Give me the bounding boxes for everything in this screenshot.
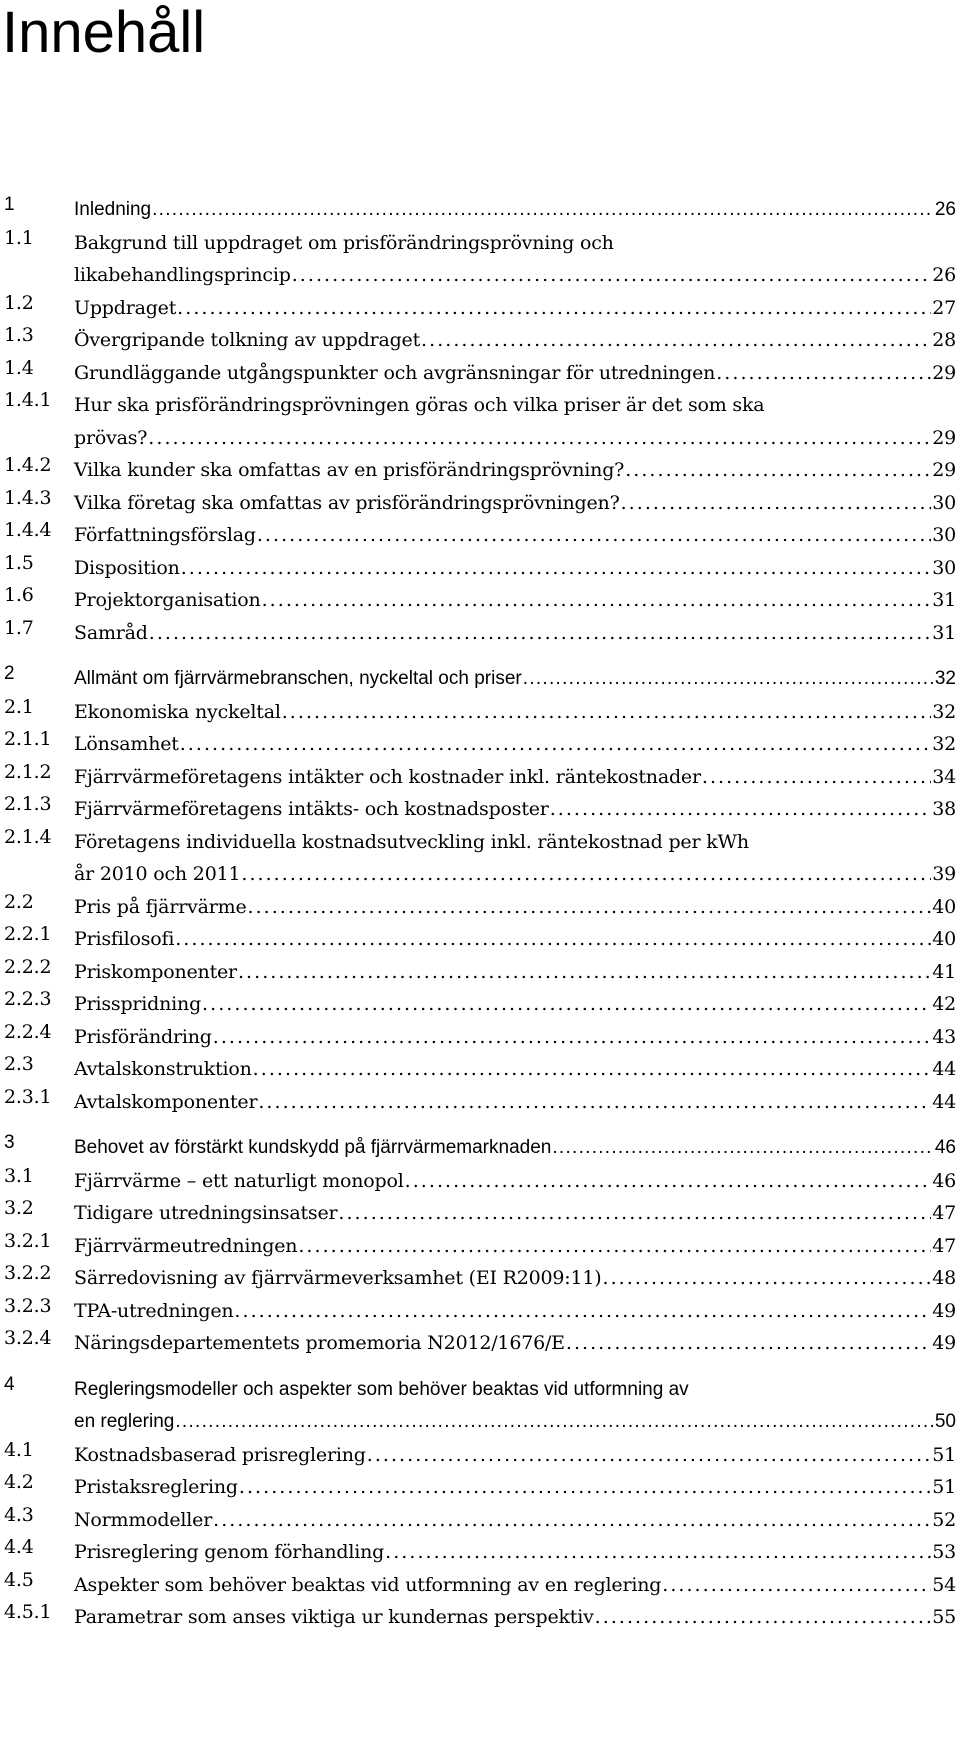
toc-entry-page: 29 (932, 459, 956, 481)
toc-entry-title: Bakgrund till uppdraget om prisförändringsprövning och (74, 231, 614, 254)
toc-entry-page: 49 (932, 1332, 956, 1354)
toc-entry-number: 1.3 (4, 324, 34, 346)
toc-entry-number: 3.2.4 (4, 1327, 52, 1349)
toc-entry-number: 3.2.3 (4, 1294, 52, 1317)
toc-entry[interactable] (0, 487, 956, 520)
toc-entry-title: Pristaksreglering (74, 1476, 238, 1498)
dot-leader (180, 728, 932, 761)
dot-leader (181, 552, 932, 585)
toc-entry-title: Tidigare utredningsinsatser (74, 1202, 338, 1224)
toc-entry-number: 1.1 (4, 226, 34, 249)
toc-entry-page: 47 (932, 1234, 956, 1257)
dot-leader (253, 1053, 932, 1086)
dot-leader (625, 454, 931, 487)
dot-leader (338, 1197, 931, 1230)
toc-entry-title: likabehandlingsprincip (74, 264, 291, 286)
toc-entry-title: prövas? (74, 426, 148, 449)
toc-entry-number: 4 (4, 1373, 15, 1395)
toc-entry-page: 53 (932, 1541, 956, 1563)
toc-entry-page: 32 (932, 700, 956, 723)
dot-leader (282, 696, 932, 729)
toc-entry-title: Fjärrvärme – ett naturligt monopol (74, 1169, 404, 1192)
toc-entry-page: 44 (932, 1058, 956, 1080)
dot-leader (177, 292, 931, 325)
dot-leader (421, 324, 931, 357)
toc-entry[interactable] (0, 1021, 956, 1054)
toc-entry-number: 4.2 (4, 1471, 34, 1493)
toc-entry-page: 43 (932, 1025, 956, 1048)
toc-entry-number: 2.1.2 (4, 760, 52, 783)
toc-entry-title: en reglering (74, 1411, 175, 1432)
toc-entry-number: 2.1.4 (4, 825, 52, 848)
dot-leader (716, 357, 931, 390)
toc-entry-title: Prisspridning (74, 993, 202, 1015)
toc-entry-title: Näringsdepartementets promemoria N2012/1676/E (74, 1332, 565, 1354)
toc-entry-title: Lönsamhet (74, 733, 179, 755)
toc-entry-number: 2.1.3 (4, 793, 52, 815)
toc-entry[interactable] (0, 1053, 956, 1086)
dot-leader (621, 487, 932, 520)
toc-entry-title: Vilka företag ska omfattas av prisförändringsprövningen? (74, 491, 620, 514)
toc-entry-title: Särredovisning av fjärrvärmeverksamhet (EI R2009:11) (74, 1267, 602, 1289)
toc-entry-number: 4.5 (4, 1568, 34, 1591)
dot-leader (152, 194, 934, 227)
toc-entry-number: 1.7 (4, 616, 34, 639)
toc-entry-title: Aspekter som behöver beaktas vid utformning av en reglering (74, 1573, 662, 1596)
toc-entry-title: Projektorganisation (74, 589, 261, 611)
toc-entry[interactable] (0, 1295, 956, 1328)
toc-entry[interactable] (0, 826, 956, 891)
toc-entry-page: 40 (932, 895, 956, 918)
toc-entry-page: 34 (932, 765, 956, 788)
toc-entry[interactable] (0, 1086, 956, 1119)
dot-leader (566, 1327, 931, 1360)
toc-entry[interactable] (0, 891, 956, 924)
toc-entry-page: 27 (932, 296, 956, 319)
toc-entry[interactable] (0, 1504, 956, 1537)
toc-entry-title: Disposition (74, 556, 180, 579)
toc-entry-title: Företagens individuella kostnadsutveckling inkl. räntekostnad per kWh (74, 830, 749, 853)
dot-leader (595, 1601, 932, 1634)
toc-entry-page: 39 (932, 863, 956, 885)
dot-leader (247, 891, 931, 924)
toc-entry-page: 44 (932, 1090, 956, 1113)
toc-entry-title: Författningsförslag (74, 524, 256, 546)
toc-entry-number: 3.2.2 (4, 1262, 52, 1284)
toc-entry-page: 26 (934, 199, 956, 220)
toc-entry[interactable] (0, 1132, 956, 1165)
toc-entry-page: 38 (932, 798, 956, 820)
toc-entry-title: TPA-utredningen (74, 1299, 234, 1322)
dot-leader (552, 1132, 934, 1165)
toc-entry[interactable] (0, 617, 956, 650)
toc-entry-title: Normmodeller (74, 1508, 213, 1531)
toc-entry-page: 42 (932, 993, 956, 1015)
toc-entry[interactable] (0, 1601, 956, 1634)
toc-entry-number: 2.3.1 (4, 1085, 52, 1108)
toc-entry-title: Ekonomiska nyckeltal (74, 700, 281, 723)
toc-entry[interactable] (0, 1471, 956, 1504)
toc-entry-title: Inledning (74, 199, 152, 220)
dot-leader (149, 617, 931, 650)
toc-entry-page: 41 (932, 960, 956, 983)
toc-entry-page: 46 (934, 1137, 956, 1158)
toc-entry-page: 49 (932, 1299, 956, 1322)
toc-entry[interactable] (0, 1262, 956, 1295)
dot-leader (239, 1471, 931, 1504)
toc-entry-title: Behovet av förstärkt kundskydd på fjärrvärmemarknaden (74, 1137, 552, 1158)
toc-entry-title: Pris på fjärrvärme (74, 895, 247, 918)
toc-entry-number: 2.2.4 (4, 1020, 52, 1043)
toc-entry[interactable] (0, 1327, 956, 1360)
toc-entry-number: 1.4.4 (4, 519, 52, 541)
toc-entry-page: 54 (932, 1573, 956, 1596)
toc-entry-title: Övergripande tolkning av uppdraget (74, 329, 421, 351)
toc-entry-number: 2.1.1 (4, 728, 52, 750)
toc-entry[interactable] (0, 1439, 956, 1472)
toc-entry-page: 29 (932, 426, 956, 449)
toc-entry-title: Vilka kunder ska omfattas av en prisförändringsprövning? (74, 459, 625, 481)
dot-leader (238, 956, 931, 989)
toc-entry-title: Allmänt om fjärrvärmebranschen, nyckeltal och priser (74, 668, 522, 689)
toc-entry-number: 4.4 (4, 1536, 34, 1558)
toc-entry-title: Fjärrvärmeföretagens intäkts- och kostnadsposter (74, 798, 549, 820)
toc-entry-number: 1.6 (4, 584, 34, 606)
dot-leader (367, 1439, 931, 1472)
toc-entry-title: Grundläggande utgångspunkter och avgränsningar för utredningen (74, 361, 716, 384)
toc-entry-number: 2.2.3 (4, 988, 52, 1010)
toc-entry[interactable] (0, 1569, 956, 1602)
toc-entry-page: 30 (932, 556, 956, 579)
toc-entry-number: 4.3 (4, 1503, 34, 1526)
toc-entry-title: Fjärrvärmeutredningen (74, 1234, 298, 1257)
dot-leader (550, 793, 932, 826)
toc-entry-number: 2 (4, 663, 15, 684)
toc-entry[interactable] (0, 728, 956, 761)
dot-leader (175, 923, 931, 956)
toc-entry-title: Fjärrvärmeföretagens intäkter och kostnader inkl. räntekostnader (74, 765, 701, 788)
dot-leader (405, 1165, 932, 1198)
dot-leader (234, 1295, 931, 1328)
toc-entry-page: 52 (932, 1508, 956, 1531)
toc-entry-number: 1.5 (4, 551, 34, 574)
toc-entry-page: 48 (932, 1267, 956, 1289)
dot-leader (202, 988, 931, 1021)
dot-leader (603, 1262, 932, 1295)
toc-entry-number: 3.2 (4, 1197, 34, 1219)
toc-entry[interactable] (0, 324, 956, 357)
toc-entry-title: Kostnadsbaserad prisreglering (74, 1443, 366, 1466)
dot-leader (385, 1536, 931, 1569)
dot-leader (292, 259, 932, 292)
toc-entry[interactable] (0, 1374, 956, 1439)
toc-entry-page: 31 (932, 589, 956, 611)
dot-leader (262, 584, 932, 617)
toc-entry-number: 2.2 (4, 890, 34, 913)
toc-entry[interactable] (0, 761, 956, 794)
toc-entry-title: Avtalskomponenter (74, 1090, 258, 1113)
toc-entry-number: 4.5.1 (4, 1601, 52, 1623)
toc-entry-number: 2.1 (4, 695, 34, 718)
toc-entry-number: 1.4 (4, 356, 34, 379)
toc-entry-number: 3.2.1 (4, 1229, 52, 1252)
toc-entry[interactable] (0, 1536, 956, 1569)
toc-entry-title: Prisreglering genom förhandling (74, 1541, 385, 1563)
page-title: Innehåll (2, 0, 206, 65)
toc-entry-number: 4.1 (4, 1438, 34, 1461)
dot-leader (241, 858, 931, 891)
dot-leader (213, 1504, 931, 1537)
toc-entry-page: 51 (932, 1476, 956, 1498)
toc-entry[interactable] (0, 988, 956, 1021)
toc-entry[interactable] (0, 552, 956, 585)
toc-entry[interactable] (0, 227, 956, 292)
toc-entry-number: 1 (4, 194, 15, 215)
dot-leader (148, 422, 931, 455)
toc-entry[interactable] (0, 519, 956, 552)
toc-entry-number: 1.4.1 (4, 389, 52, 411)
toc-entry[interactable] (0, 663, 956, 696)
dot-leader (175, 1406, 934, 1439)
toc-entry-number: 2.3 (4, 1053, 34, 1075)
toc-entry-title: år 2010 och 2011 (74, 863, 241, 885)
toc-entry[interactable] (0, 696, 956, 729)
dot-leader (213, 1021, 931, 1054)
toc-entry-page: 29 (932, 361, 956, 384)
toc-entry-page: 30 (932, 491, 956, 514)
toc-entry[interactable] (0, 357, 956, 390)
toc-entry[interactable] (0, 1230, 956, 1263)
toc-entry[interactable] (0, 194, 956, 227)
toc-entry-page: 26 (932, 264, 956, 286)
toc-entry-number: 2.2.1 (4, 923, 52, 945)
toc-entry-number: 1.4.3 (4, 486, 52, 509)
toc-entry-page: 46 (932, 1169, 956, 1192)
toc-entry-title: Hur ska prisförändringsprövningen göras och vilka priser är det som ska (74, 394, 765, 416)
toc-entry-page: 31 (932, 621, 956, 644)
toc-entry[interactable] (0, 454, 956, 487)
dot-leader (523, 663, 934, 696)
toc-entry-page: 28 (932, 329, 956, 351)
toc-entry-page: 32 (932, 733, 956, 755)
toc-entry-number: 1.2 (4, 291, 34, 314)
dot-leader (662, 1569, 931, 1602)
dot-leader (702, 761, 931, 794)
toc-entry-page: 50 (934, 1411, 956, 1432)
toc-entry-page: 30 (932, 524, 956, 546)
toc-entry-title: Priskomponenter (74, 960, 237, 983)
toc-entry-title: Parametrar som anses viktiga ur kundernas perspektiv (74, 1606, 594, 1628)
toc-entry[interactable] (0, 1165, 956, 1198)
toc-entry-number: 1.4.2 (4, 454, 52, 476)
toc-entry-page: 40 (932, 928, 956, 950)
toc-entry-title: Uppdraget (74, 296, 177, 319)
dot-leader (258, 1086, 931, 1119)
toc-entry[interactable] (0, 389, 956, 454)
toc-entry[interactable] (0, 292, 956, 325)
table-of-contents (0, 194, 958, 1634)
toc-entry-title: Samråd (74, 621, 148, 644)
toc-entry[interactable] (0, 793, 956, 826)
toc-entry-number: 3.1 (4, 1164, 34, 1187)
toc-entry[interactable] (0, 956, 956, 989)
toc-entry[interactable] (0, 584, 956, 617)
toc-entry[interactable] (0, 1197, 956, 1230)
toc-entry-number: 3 (4, 1132, 15, 1153)
toc-entry-title: Regleringsmodeller och aspekter som behöver beaktas vid utformning av (74, 1378, 689, 1400)
toc-entry-number: 2.2.2 (4, 955, 52, 978)
dot-leader (257, 519, 931, 552)
toc-entry-page: 47 (932, 1202, 956, 1224)
toc-entry-page: 32 (934, 668, 956, 689)
toc-entry-title: Prisförändring (74, 1025, 212, 1048)
toc-entry-page: 55 (932, 1606, 956, 1628)
toc-entry[interactable] (0, 923, 956, 956)
toc-entry-page: 51 (932, 1443, 956, 1466)
toc-entry-title: Avtalskonstruktion (74, 1058, 252, 1080)
dot-leader (298, 1230, 931, 1263)
toc-entry-title: Prisfilosofi (74, 928, 175, 950)
